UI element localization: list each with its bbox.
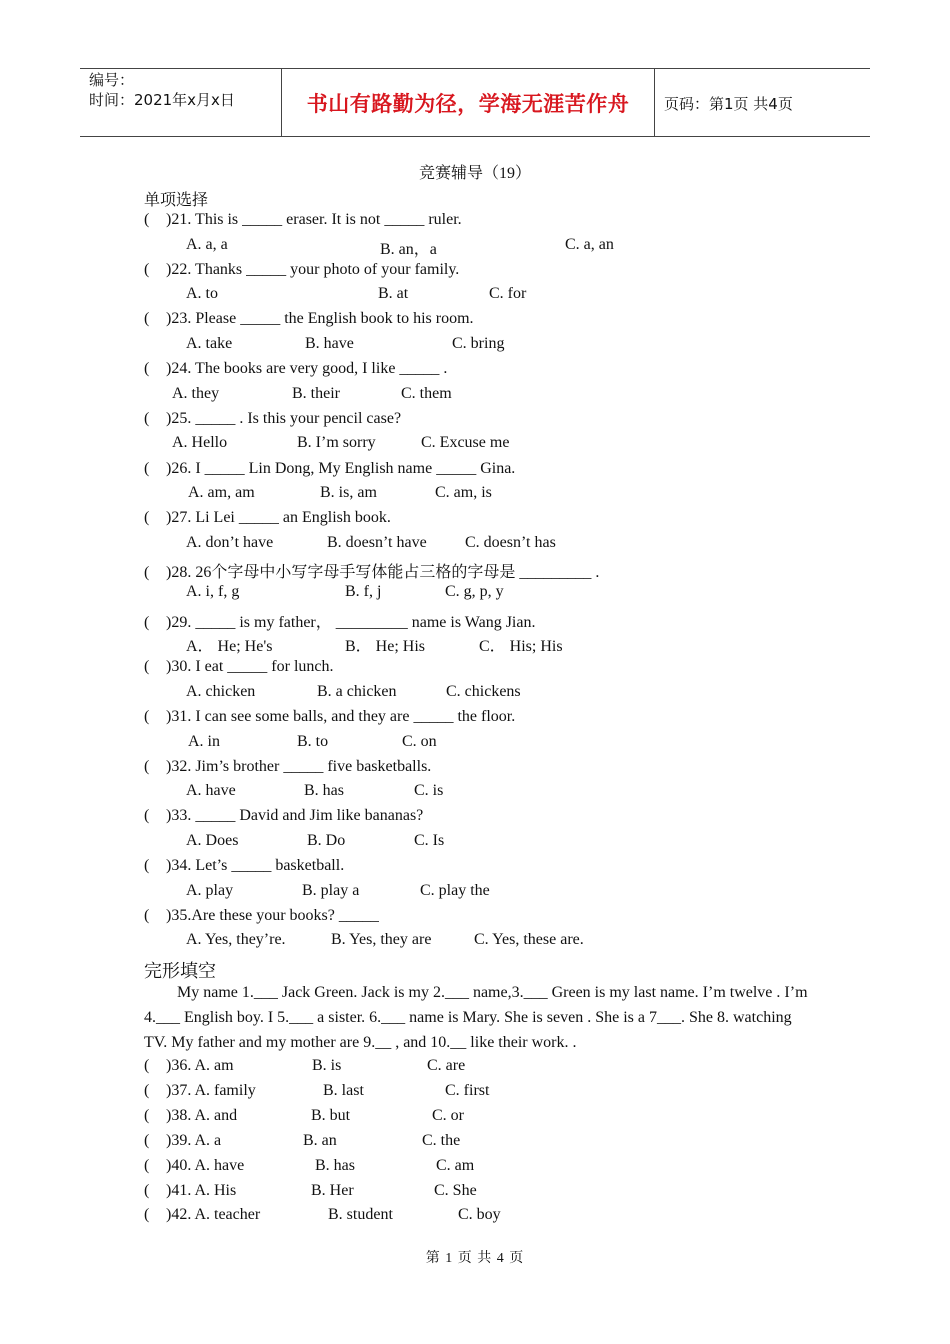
section-heading-multiple-choice: 单项选择	[144, 192, 209, 209]
answer-bracket: (	[144, 1206, 150, 1224]
question-option: C. Yes, these are.	[474, 931, 584, 949]
question-option: A. to	[186, 285, 218, 303]
cloze-option-c: C. the	[422, 1131, 461, 1149]
cloze-option-a: )40. A. have	[166, 1156, 245, 1174]
cloze-option-b: B. has	[315, 1156, 355, 1174]
document-title: 竞赛辅导（19）	[418, 165, 531, 182]
answer-bracket: (	[144, 563, 150, 581]
question-row	[144, 261, 459, 279]
question-option: A. Does	[186, 831, 239, 849]
question-option: C. Is	[414, 831, 445, 849]
question-option: C. play the	[420, 881, 490, 899]
question-option: B. Do	[307, 831, 346, 849]
question-option: A. Hello	[172, 434, 228, 452]
question-option: B. Yes, they are	[331, 931, 432, 949]
section-heading-cloze: 完形填空	[144, 961, 216, 981]
question-option: C. chickens	[446, 682, 521, 700]
cloze-option-b: B. but	[311, 1106, 351, 1124]
answer-bracket: (	[144, 1156, 150, 1174]
answer-bracket: (	[144, 260, 150, 278]
header-motto: 书山有路勤为径，学海无涯苦作舟	[306, 92, 630, 116]
cloze-option-a: )41. A. His	[166, 1181, 237, 1199]
cloze-row	[144, 1157, 244, 1175]
answer-bracket: (	[144, 360, 150, 378]
cloze-option-a: )39. A. a	[166, 1131, 222, 1149]
question-option: C. a, an	[565, 235, 614, 253]
question-text: )31. I can see some balls, and they are _____ the floor.	[166, 708, 516, 725]
question-option: B. has	[304, 782, 344, 800]
question-option: B. their	[292, 384, 340, 402]
answer-bracket: (	[144, 310, 150, 328]
header-number: 编号：	[89, 71, 135, 89]
cloze-option-a: )36. A. am	[166, 1057, 234, 1074]
question-option: B. a chicken	[317, 682, 397, 700]
header-divider-right	[654, 68, 655, 136]
question-row	[144, 609, 535, 632]
cloze-option-c: C. are	[427, 1057, 466, 1074]
cloze-option-c: C. She	[434, 1181, 477, 1199]
question-option: C. am, is	[435, 484, 492, 501]
question-option: A. Yes, they’re.	[186, 931, 286, 949]
question-option: A. have	[186, 782, 236, 800]
question-option: B. doesn’t have	[327, 533, 427, 551]
question-row	[144, 857, 344, 875]
question-row	[144, 460, 515, 478]
question-option: C. Excuse me	[421, 434, 510, 452]
header-meta	[89, 70, 235, 110]
answer-bracket: (	[144, 1057, 150, 1074]
cloze-option-c: C. boy	[458, 1206, 501, 1224]
cloze-row	[144, 1132, 221, 1150]
question-text: )35.Are these your books? _____	[166, 906, 379, 924]
answer-bracket: (	[144, 807, 150, 825]
question-option: B. have	[305, 334, 354, 352]
cloze-row	[144, 1182, 236, 1200]
answer-bracket: (	[144, 708, 150, 725]
question-text: )27. Li Lei _____ an English book.	[166, 509, 391, 527]
cloze-option-c: C. am	[436, 1156, 475, 1174]
page-footer: 第 1 页 共 4 页	[425, 1251, 525, 1266]
cloze-option-b: B. last	[323, 1081, 364, 1099]
question-row	[144, 310, 474, 328]
answer-bracket: (	[144, 1131, 150, 1149]
answer-bracket: (	[144, 857, 150, 875]
question-option: A. i, f, g	[186, 583, 240, 601]
cloze-option-b: B. Her	[311, 1181, 354, 1199]
question-option: C. doesn’t has	[465, 533, 556, 551]
cloze-row	[144, 1082, 256, 1100]
question-option: A. chicken	[186, 682, 256, 700]
question-option: B. I’m sorry	[297, 434, 376, 452]
question-row	[144, 211, 462, 229]
header-time: 时间：2021年x月x日	[89, 91, 235, 109]
cloze-option-a: )42. A. teacher	[166, 1206, 261, 1224]
answer-bracket: (	[144, 1106, 150, 1124]
question-option: B. at	[378, 285, 409, 303]
cloze-row	[144, 1107, 237, 1125]
question-row	[144, 658, 334, 676]
question-text: )21. This is _____ eraser. It is not _____ ruler.	[166, 211, 462, 228]
question-text: )30. I eat _____ for lunch.	[166, 658, 334, 676]
cloze-option-a: )38. A. and	[166, 1106, 238, 1124]
question-text: )26. I _____ Lin Dong, My English name _____ Gina.	[166, 459, 516, 477]
question-text: )22. Thanks _____ your photo of your family.	[166, 260, 460, 278]
header-page-number: 页码：第1页 共4页	[664, 95, 793, 113]
cloze-option-b: B. student	[328, 1206, 393, 1224]
answer-bracket: (	[144, 1181, 150, 1199]
question-text: )23. Please _____ the English book to his room.	[166, 310, 474, 328]
question-option: A. in	[188, 732, 220, 750]
question-option: C. them	[401, 384, 452, 402]
question-option: C. on	[402, 732, 437, 750]
cloze-option-a: )37. A. family	[166, 1081, 256, 1099]
question-text: )24. The books are very good, I like _____ .	[166, 360, 448, 378]
question-row	[144, 410, 401, 428]
question-row	[144, 807, 423, 825]
question-option: B. f, j	[345, 583, 382, 601]
cloze-option-c: C. first	[445, 1081, 490, 1099]
question-option: C． His; His	[479, 638, 563, 656]
question-option: A. don’t have	[186, 533, 274, 551]
header-top-rule	[80, 68, 870, 69]
question-option: C. for	[489, 285, 527, 303]
cloze-option-b: B. an	[303, 1131, 337, 1149]
question-text: )25. _____ . Is this your pencil case?	[166, 409, 402, 427]
question-option: A. am, am	[188, 484, 255, 501]
question-row	[144, 559, 599, 582]
question-option: A． He; He's	[186, 638, 273, 656]
question-option: B. to	[297, 732, 329, 750]
answer-bracket: (	[144, 906, 150, 924]
answer-bracket: (	[144, 459, 150, 477]
cloze-passage: My name 1.___ Jack Green. Jack is my 2.___ name,3.___ Green is my last name. I’m twelve . I’m 4.___ English boy. I 5.___ a sister. 6.___ name is Mary. She is seven . She is a 7___. She 8. watching TV. My father and my mother are 9.__ , and 10.__ like their work. .	[144, 984, 808, 1051]
cloze-option-c: C. or	[432, 1106, 464, 1124]
question-option: A. play	[186, 881, 234, 899]
answer-bracket: (	[144, 757, 150, 775]
question-row	[144, 360, 447, 378]
cloze-option-b: B. is	[312, 1057, 342, 1074]
question-row	[144, 907, 379, 925]
question-option: B. an，a	[380, 240, 437, 258]
question-row	[144, 708, 515, 726]
question-option: C. g, p, y	[445, 583, 504, 601]
question-option: A. they	[172, 384, 220, 402]
question-text: )29. _____ is my father， _________ name is Wang Jian.	[166, 613, 536, 631]
answer-bracket: (	[144, 613, 150, 631]
question-text: )32. Jim’s brother _____ five basketballs.	[166, 757, 432, 775]
question-option: C. is	[414, 782, 444, 800]
cloze-row	[144, 1206, 260, 1224]
header-bottom-rule	[80, 136, 870, 137]
answer-bracket: (	[144, 211, 150, 228]
answer-bracket: (	[144, 658, 150, 676]
question-row	[144, 509, 391, 527]
question-option: B. is, am	[320, 484, 377, 501]
question-text: )28. 26个字母中小写字母手写体能占三格的字母是 _________ .	[166, 563, 600, 581]
question-row	[144, 758, 431, 776]
cloze-row	[144, 1057, 234, 1075]
answer-bracket: (	[144, 1081, 150, 1099]
question-option: C. bring	[452, 334, 505, 352]
question-option: B． He; His	[345, 638, 426, 656]
answer-bracket: (	[144, 509, 150, 527]
question-option: B. play a	[302, 881, 360, 899]
question-option: A. a, a	[186, 235, 228, 253]
question-option: A. take	[186, 334, 233, 352]
question-text: )33. _____ David and Jim like bananas?	[166, 807, 424, 825]
question-text: )34. Let’s _____ basketball.	[166, 857, 345, 875]
answer-bracket: (	[144, 409, 150, 427]
